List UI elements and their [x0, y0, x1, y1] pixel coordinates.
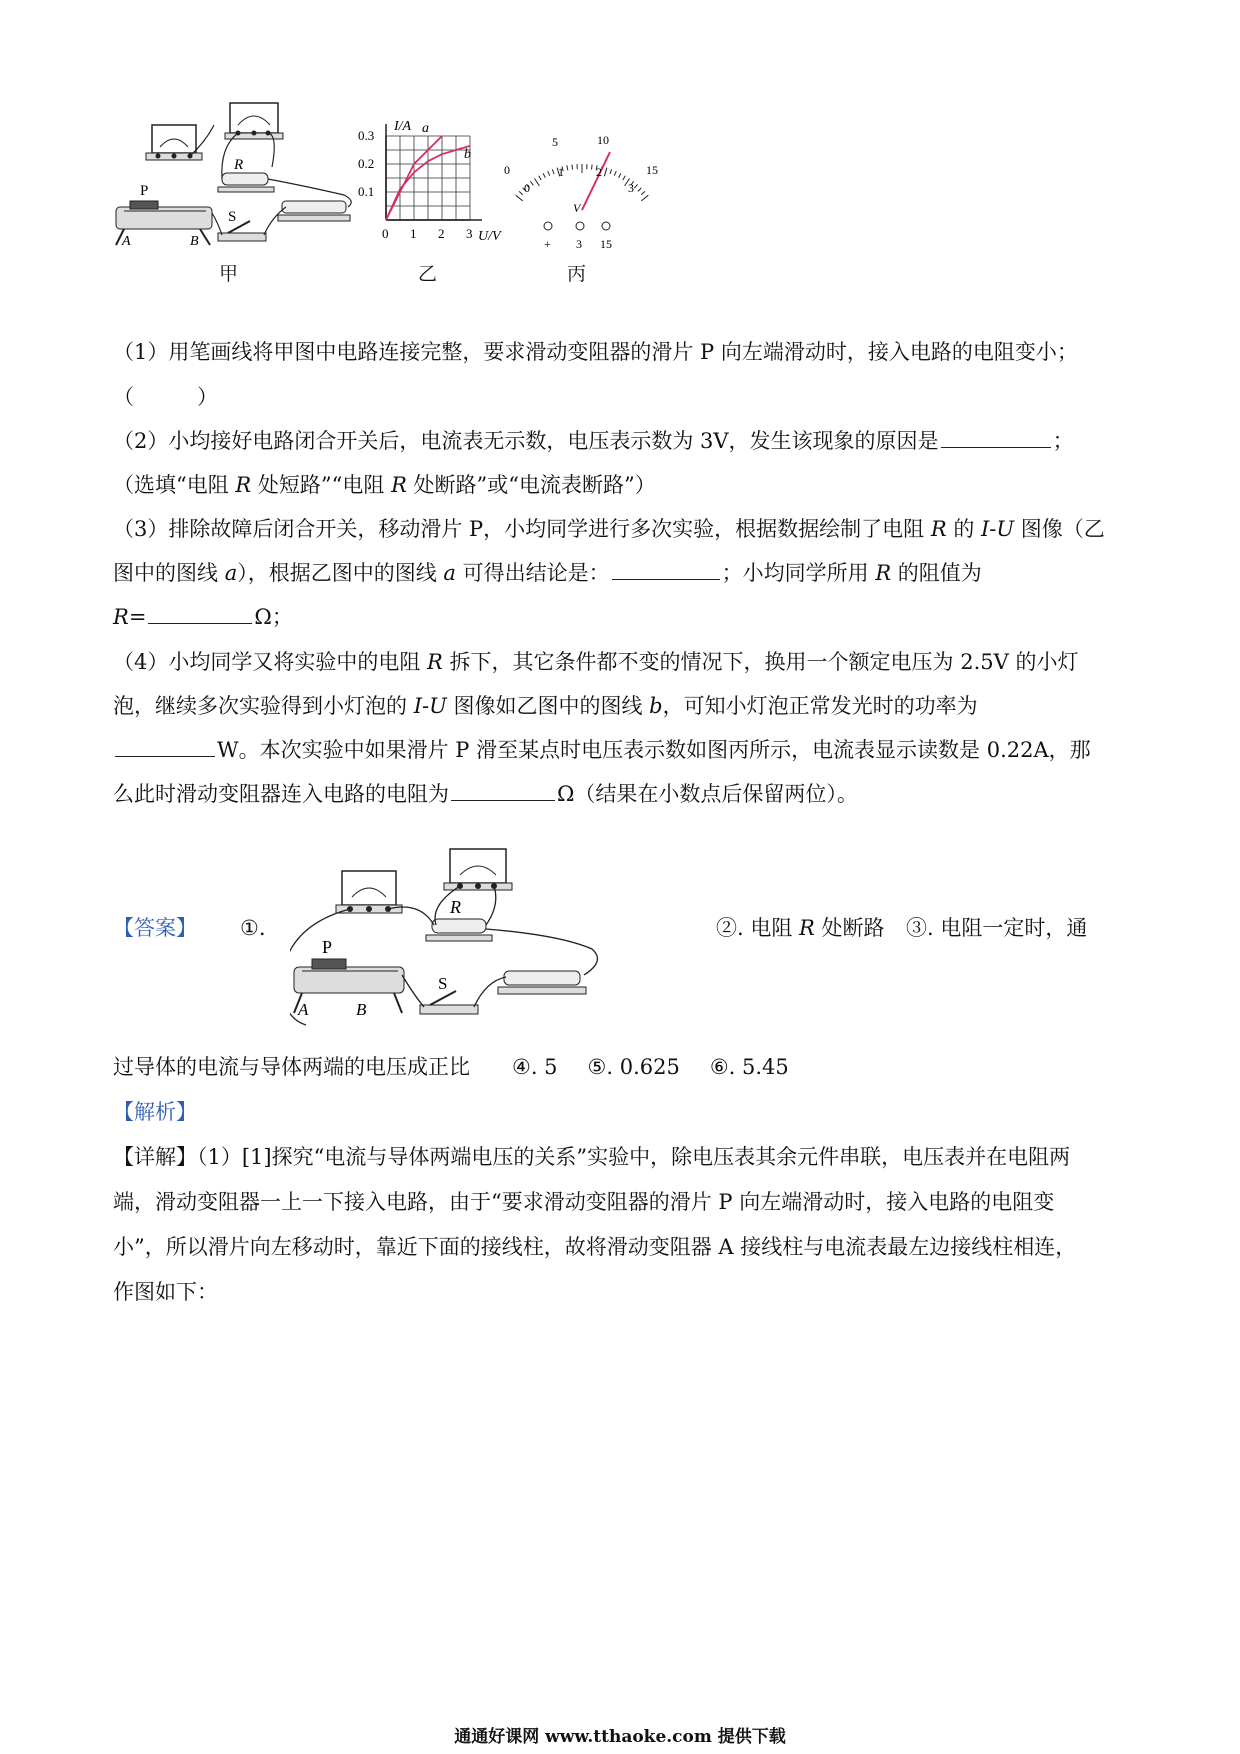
- dial-inner-3: 3: [628, 181, 634, 195]
- dial-tick: [638, 188, 642, 192]
- graph-x-axis-label: U/V: [478, 229, 501, 244]
- answer-label-P: P: [322, 937, 333, 957]
- analysis-line-2: 端，滑动变阻器一上一下接入电路，由于“要求滑动变阻器的滑片 P 向左端滑动时，接入电路的电阻变: [113, 1190, 1055, 1214]
- answer-number-1: ①.: [240, 916, 266, 940]
- answer-label-A: A: [298, 1000, 309, 1019]
- answer-label-R: R: [450, 897, 461, 917]
- curve-a-label: a: [422, 121, 429, 136]
- terminal-15: 15: [600, 237, 612, 251]
- dial-tick: [552, 169, 554, 174]
- dial-needle: [582, 152, 610, 210]
- terminal-plus: +: [544, 237, 551, 251]
- question-3-line-1: （3）排除故障后闭合开关，移动滑片 P，小均同学进行多次实验，根据数据绘制了电阻 R 的 I-U 图像（乙: [113, 517, 1105, 541]
- label-B: B: [190, 234, 199, 249]
- iu-graph: [348, 112, 508, 272]
- analysis-line-1: 【详解】（1）[1]探究“电流与导体两端电压的关系”实验中，除电压表其余元件串联，电压表并在电阻两: [113, 1145, 1071, 1169]
- analysis-line-4: 作图如下：: [113, 1280, 218, 1304]
- dial-tick: [604, 168, 607, 177]
- answer-number-2: ②. 电阻 R 处断路: [716, 916, 885, 940]
- question-2-line-1: （2）小均接好电路闭合开关后，电流表无示数，电压表示数为 3V，发生该现象的原因是 ；: [113, 429, 1074, 453]
- answer-number-6: ⑥. 5.45: [709, 1055, 789, 1079]
- x-tick-label: 0: [382, 226, 389, 241]
- dial-outer-10: 10: [597, 133, 609, 147]
- answer-label-B: B: [356, 1000, 367, 1019]
- dial-tick: [534, 178, 539, 186]
- answer-number-5: ⑤. 0.625: [587, 1055, 680, 1079]
- rheostat: [116, 183, 212, 249]
- dial-tick: [634, 184, 637, 188]
- dial-tick: [610, 169, 612, 174]
- answer-circuit-figure: [290, 845, 690, 1040]
- resistor: [218, 157, 274, 192]
- answer-voltmeter: [444, 849, 512, 890]
- answer-tag: 【答案】: [113, 916, 197, 940]
- terminal-3: 3: [576, 237, 582, 251]
- answer-resistor: [426, 897, 492, 941]
- dial-tick: [619, 173, 621, 178]
- y-tick-label: 0.2: [358, 156, 375, 171]
- question-4-line-2: 泡，继续多次实验得到小灯泡的 I-U 图像如乙图中的图线 b，可知小灯泡正常发光时的功率为: [113, 694, 978, 718]
- question-3-line-2: 图中的图线 a），根据乙图中的图线 a 可得出结论是： ；小均同学所用 R 的阻值为: [113, 561, 982, 585]
- label-S: S: [228, 209, 237, 225]
- dial-outer-0: 0: [504, 163, 510, 177]
- dial-tick: [516, 195, 523, 201]
- question-4-line-1: （4）小均同学又将实验中的电阻 R 拆下，其它条件都不变的情况下，换用一个额定电压为 2.5V 的小灯: [113, 650, 1079, 674]
- battery: [278, 201, 350, 221]
- dial-tick: [548, 171, 550, 176]
- caption-bing: 丙: [567, 263, 587, 285]
- analysis-tag: 【解析】: [113, 1100, 197, 1124]
- dial-tick: [519, 191, 523, 194]
- caption-yi: 乙: [418, 263, 438, 285]
- answer-rheostat: [294, 937, 404, 1019]
- voltmeter: [225, 103, 283, 139]
- y-tick-label: 0.1: [358, 184, 375, 199]
- x-tick-label: 3: [466, 226, 473, 241]
- dial-tick: [530, 181, 533, 185]
- x-tick-label: 1: [410, 226, 417, 241]
- dial-tick: [572, 165, 573, 170]
- dial-tick: [641, 195, 648, 201]
- dial-label-V: V: [573, 201, 581, 215]
- question-2-line-2: （选填“电阻 R 处短路”“电阻 R 处断路”或“电流表断路”）: [113, 473, 656, 497]
- answer-number-3: ③. 电阻一定时，通: [906, 916, 1088, 940]
- label-P: P: [140, 183, 149, 199]
- answer-ammeter: [336, 871, 402, 913]
- analysis-line-3: 小”，所以滑片向左移动时，靠近下面的接线柱，故将滑动变阻器 A 接线柱与电流表最左边接线柱相连，: [113, 1235, 1077, 1259]
- dial-outer-5: 5: [552, 135, 558, 149]
- dial-tick: [592, 165, 593, 170]
- dial-tick: [539, 176, 542, 180]
- question-1-line-1: （1）用笔画线将甲图中电路连接完整，要求滑动变阻器的滑片 P 向左端滑动时，接入电路的电阻变小；: [113, 340, 1078, 364]
- curve-b-label: b: [464, 147, 471, 162]
- voltmeter-dial-figure: [500, 130, 700, 260]
- dial-inner-0: 0: [524, 181, 530, 195]
- dial-inner-1: 1: [558, 165, 564, 179]
- ammeter: [146, 125, 202, 160]
- question-4-line-3: W。本次实验中如果滑片 P 滑至某点时电压表示数如图丙所示，电流表显示读数是 0.22A，那: [113, 736, 1091, 764]
- answer-number-4: ④. 5: [512, 1055, 558, 1079]
- switch: [218, 209, 266, 241]
- question-1-line-2: （ ）: [113, 385, 218, 409]
- dial-tick: [623, 176, 626, 180]
- answer-label-S: S: [438, 974, 448, 993]
- answer-line-2: 过导体的电流与导体两端的电压成正比 ④. 5 ⑤. 0.625 ⑥. 5.45: [113, 1055, 789, 1079]
- dial-tick: [543, 173, 545, 178]
- graph-y-axis-label: I/A: [394, 119, 412, 134]
- y-tick-label: 0.3: [358, 128, 375, 143]
- answer-blank-q3-resistance[interactable]: [148, 603, 252, 624]
- answer-blank-q4-rheostat[interactable]: [451, 780, 555, 801]
- label-R: R: [234, 157, 244, 173]
- dial-tick: [567, 165, 568, 170]
- question-3-line-3: R= Ω；: [113, 605, 293, 629]
- dial-tick: [614, 171, 616, 176]
- caption-jia: 甲: [219, 263, 239, 285]
- question-4-line-4: 么此时滑动变阻器连入电路的电阻为 Ω（结果在小数点后保留两位）。: [113, 782, 858, 806]
- dial-tick: [641, 191, 645, 194]
- dial-outer-15: 15: [646, 163, 658, 177]
- page-footer: 通通好课网 www.tthaoke.com 提供下载: [454, 1727, 786, 1747]
- answer-blank-q4-power[interactable]: [115, 736, 215, 757]
- answer-blank-q2[interactable]: [941, 427, 1051, 448]
- answer-blank-q3-conclusion[interactable]: [612, 559, 720, 580]
- dial-inner-2: 2: [596, 165, 602, 179]
- graph-ticks: [358, 128, 473, 241]
- x-tick-label: 2: [438, 226, 445, 241]
- label-A: A: [122, 234, 131, 249]
- graph-grid: [386, 124, 482, 220]
- answer-switch: [420, 974, 478, 1014]
- answer-battery: [498, 971, 586, 994]
